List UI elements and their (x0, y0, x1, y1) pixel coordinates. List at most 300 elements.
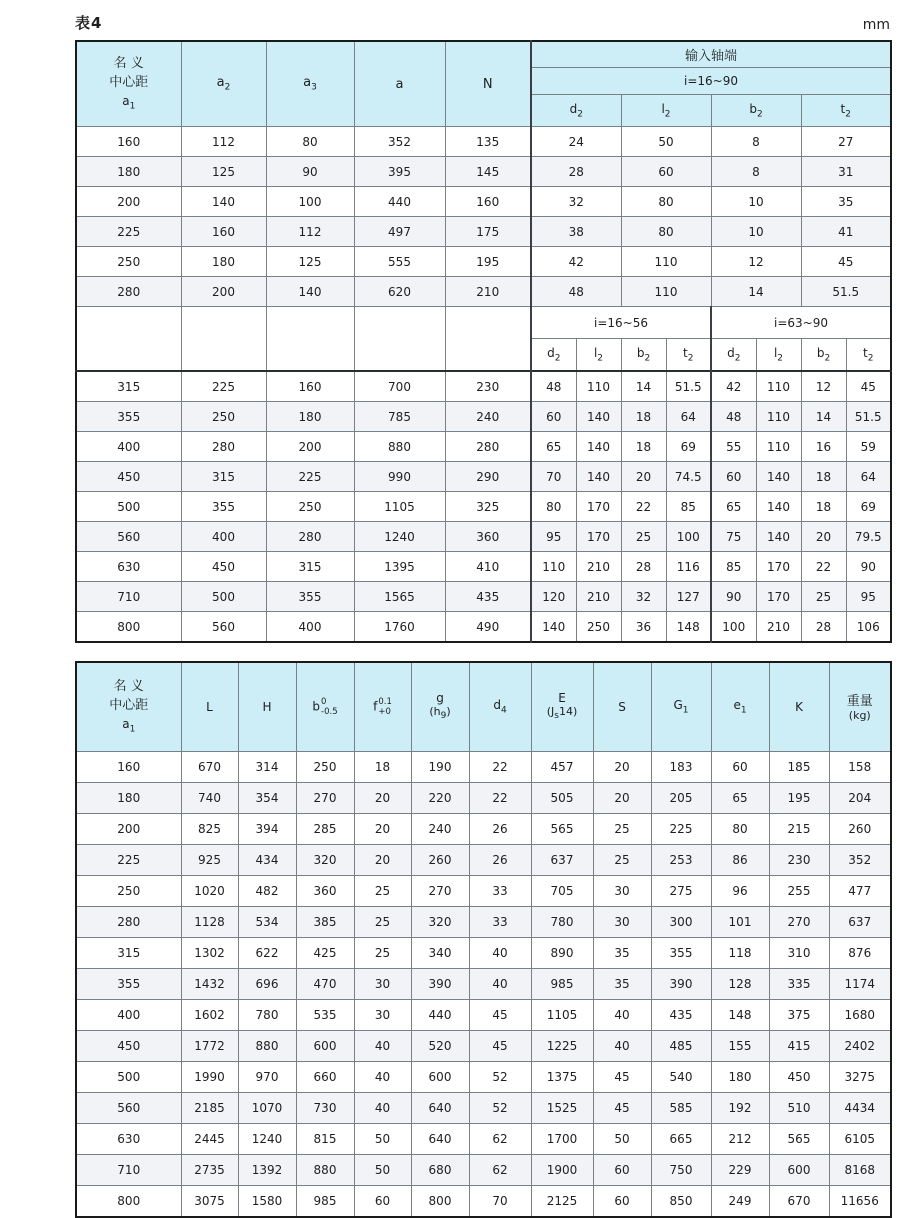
table-cell: 696 (238, 969, 296, 1000)
table-cell: 100 (711, 612, 756, 643)
table-row (76, 876, 891, 907)
table-row (76, 371, 891, 402)
empty-cell (76, 307, 181, 372)
table-row (76, 402, 891, 432)
table-cell: 1128 (181, 907, 238, 938)
table-cell: 225 (266, 462, 354, 492)
col-header-t2-high: $t_2$ (846, 339, 891, 372)
table-row (76, 1124, 891, 1155)
table-cell: 440 (411, 1000, 469, 1031)
table-row (76, 907, 891, 938)
table-cell: 225 (181, 371, 266, 402)
table-cell: 400 (181, 522, 266, 552)
table-cell: 250 (296, 752, 354, 783)
table-cell: 450 (76, 1031, 181, 1062)
empty-cell (354, 307, 445, 372)
table-cell: 90 (266, 157, 354, 187)
table-cell: 128 (711, 969, 769, 1000)
table-cell: 1680 (829, 1000, 891, 1031)
table-cell: 250 (576, 612, 621, 643)
table-cell: 1432 (181, 969, 238, 1000)
col-header-b2-high: $b_2$ (801, 339, 846, 372)
col-header-nominal-center-distance: 名 义 中心距 $a_1$ (76, 662, 181, 752)
table-cell: 28 (621, 552, 666, 582)
table-cell: 70 (469, 1186, 531, 1218)
table-cell: 52 (469, 1062, 531, 1093)
table-row (76, 462, 891, 492)
table-cell: 1240 (354, 522, 445, 552)
table-cell: 110 (576, 371, 621, 402)
table-cell: 48 (711, 402, 756, 432)
table-cell: 190 (411, 752, 469, 783)
table-row (76, 217, 891, 247)
table-row (76, 612, 891, 643)
table-cell: 780 (238, 1000, 296, 1031)
table-row (76, 522, 891, 552)
table-cell: 42 (711, 371, 756, 402)
table-cell: 637 (829, 907, 891, 938)
table-cell: 600 (411, 1062, 469, 1093)
dimensions-table-bottom (75, 661, 892, 1218)
table-cell: 48 (531, 371, 576, 402)
table-cell: 112 (181, 127, 266, 157)
col-header-weight-kg: 重量 (kg) (829, 662, 891, 752)
table-cell: 145 (445, 157, 531, 187)
table-cell: 18 (354, 752, 411, 783)
table-cell: 175 (445, 217, 531, 247)
table-cell: 110 (531, 552, 576, 582)
table-cell: 45 (593, 1093, 651, 1124)
table-cell: 33 (469, 876, 531, 907)
table-cell: 110 (756, 371, 801, 402)
col-header-K: K (769, 662, 829, 752)
table-row (76, 1155, 891, 1186)
table-cell: 280 (76, 277, 181, 307)
table-row (76, 187, 891, 217)
table-cell: 665 (651, 1124, 711, 1155)
table-cell: 535 (296, 1000, 354, 1031)
table-cell: 106 (846, 612, 891, 643)
col-header-g-h9: g $(h_9)$ (411, 662, 469, 752)
table-cell: 45 (846, 371, 891, 402)
table-cell: 80 (621, 217, 711, 247)
table-cell: 160 (76, 127, 181, 157)
table-body-upper (76, 127, 891, 307)
table-cell: 240 (445, 402, 531, 432)
table-row (76, 1093, 891, 1124)
table-cell: 180 (266, 402, 354, 432)
table-cell: 51.5 (846, 402, 891, 432)
table-row (76, 552, 891, 582)
table-cell: 30 (354, 1000, 411, 1031)
col-header-t2: $t_2$ (801, 95, 891, 127)
table-cell: 1392 (238, 1155, 296, 1186)
table-cell: 585 (651, 1093, 711, 1124)
table-cell: 1395 (354, 552, 445, 582)
table-cell: 400 (76, 1000, 181, 1031)
table-cell: 40 (593, 1000, 651, 1031)
table-cell: 125 (266, 247, 354, 277)
table-cell: 510 (769, 1093, 829, 1124)
table-cell: 26 (469, 814, 531, 845)
table-cell: 69 (846, 492, 891, 522)
table-cell: 520 (411, 1031, 469, 1062)
table-cell: 33 (469, 907, 531, 938)
table-cell: 660 (296, 1062, 354, 1093)
table-cell: 880 (354, 432, 445, 462)
table-cell: 270 (769, 907, 829, 938)
table-cell: 925 (181, 845, 238, 876)
table-cell: 890 (531, 938, 593, 969)
table-cell: 534 (238, 907, 296, 938)
table-cell: 22 (469, 752, 531, 783)
empty-cell (181, 307, 266, 372)
table-cell: 60 (354, 1186, 411, 1218)
table-cell: 22 (469, 783, 531, 814)
table-cell: 22 (801, 552, 846, 582)
table-cell: 355 (181, 492, 266, 522)
table-row (76, 157, 891, 187)
table-cell: 637 (531, 845, 593, 876)
table-cell: 80 (621, 187, 711, 217)
col-header-d2: $d_2$ (531, 95, 621, 127)
table-cell: 212 (711, 1124, 769, 1155)
table-cell: 1225 (531, 1031, 593, 1062)
table-cell: 148 (711, 1000, 769, 1031)
table-cell: 229 (711, 1155, 769, 1186)
table-cell: 40 (354, 1031, 411, 1062)
table-cell: 40 (469, 938, 531, 969)
table-cell: 225 (76, 217, 181, 247)
table-cell: 2125 (531, 1186, 593, 1218)
table-cell: 249 (711, 1186, 769, 1218)
table-cell: 225 (651, 814, 711, 845)
table-cell: 280 (445, 432, 531, 462)
table-cell: 170 (576, 522, 621, 552)
table-cell: 120 (531, 582, 576, 612)
col-header-b-tolerance: b 0 -0.5 (296, 662, 354, 752)
table-cell: 6105 (829, 1124, 891, 1155)
table-cell: 40 (469, 969, 531, 1000)
table-cell: 25 (354, 876, 411, 907)
table-cell: 16 (801, 432, 846, 462)
table-cell: 275 (651, 876, 711, 907)
table-cell: 42 (531, 247, 621, 277)
table-row (76, 1000, 891, 1031)
table-cell: 280 (181, 432, 266, 462)
table-cell: 160 (445, 187, 531, 217)
table-cell: 990 (354, 462, 445, 492)
empty-cell (445, 307, 531, 372)
table-row (76, 492, 891, 522)
table-cell: 36 (621, 612, 666, 643)
table-cell: 410 (445, 552, 531, 582)
table-cell: 18 (801, 492, 846, 522)
caption-row (75, 12, 890, 33)
col-header-d2-high: $d_2$ (711, 339, 756, 372)
table-row (76, 845, 891, 876)
table-cell: 260 (829, 814, 891, 845)
table-cell: 25 (621, 522, 666, 552)
table-cell: 74.5 (666, 462, 711, 492)
table-cell: 69 (666, 432, 711, 462)
table-cell: 50 (354, 1124, 411, 1155)
table-cell: 210 (576, 582, 621, 612)
table-cell: 315 (76, 371, 181, 402)
table-cell: 28 (801, 612, 846, 643)
table-cell: 51.5 (801, 277, 891, 307)
table-row (76, 277, 891, 307)
table-cell: 395 (354, 157, 445, 187)
table-row (76, 938, 891, 969)
table-cell: 670 (769, 1186, 829, 1218)
table-cell: 18 (801, 462, 846, 492)
col-header-ratio-range-all: i=16~90 (531, 68, 891, 95)
table-row (76, 432, 891, 462)
table-cell: 375 (769, 1000, 829, 1031)
table-cell: 315 (181, 462, 266, 492)
table-cell: 340 (411, 938, 469, 969)
table-cell: 230 (769, 845, 829, 876)
table-cell: 60 (531, 402, 576, 432)
table-cell: 3275 (829, 1062, 891, 1093)
empty-cell (266, 307, 354, 372)
table-cell: 250 (76, 876, 181, 907)
table-cell: 32 (531, 187, 621, 217)
table-cell: 25 (354, 938, 411, 969)
table-cell: 1105 (531, 1000, 593, 1031)
table-cell: 55 (711, 432, 756, 462)
table-cell: 740 (181, 783, 238, 814)
table-cell: 600 (769, 1155, 829, 1186)
table-cell: 35 (801, 187, 891, 217)
table-cell: 170 (756, 582, 801, 612)
table-cell: 220 (411, 783, 469, 814)
table-cell: 62 (469, 1155, 531, 1186)
table-cell: 51.5 (666, 371, 711, 402)
table-cell: 125 (181, 157, 266, 187)
table-cell: 1375 (531, 1062, 593, 1093)
table-cell: 2735 (181, 1155, 238, 1186)
table-cell: 394 (238, 814, 296, 845)
table-cell: 25 (801, 582, 846, 612)
table-cell: 195 (445, 247, 531, 277)
table-cell: 59 (846, 432, 891, 462)
table-cell: 14 (621, 371, 666, 402)
table-cell: 8168 (829, 1155, 891, 1186)
col-header-f-tolerance: f 0.1 +0 (354, 662, 411, 752)
table-cell: 260 (411, 845, 469, 876)
table-row (76, 814, 891, 845)
table-cell: 62 (469, 1124, 531, 1155)
table-cell: 355 (651, 938, 711, 969)
table-cell: 705 (531, 876, 593, 907)
col-header-e1: $e_1$ (711, 662, 769, 752)
table-cell: 800 (76, 612, 181, 643)
table-cell: 140 (266, 277, 354, 307)
table-cell: 620 (354, 277, 445, 307)
table-cell: 434 (238, 845, 296, 876)
table-cell: 355 (76, 402, 181, 432)
table-cell: 18 (621, 432, 666, 462)
table-cell: 65 (711, 492, 756, 522)
table-cell: 270 (296, 783, 354, 814)
header-row-1 (76, 41, 891, 68)
table-cell: 110 (621, 277, 711, 307)
table-cell: 450 (181, 552, 266, 582)
table-cell: 45 (593, 1062, 651, 1093)
table-cell: 27 (801, 127, 891, 157)
table-cell: 325 (445, 492, 531, 522)
table-cell: 12 (801, 371, 846, 402)
col-header-l2-high: $l_2$ (756, 339, 801, 372)
table-cell: 183 (651, 752, 711, 783)
table-cell: 160 (76, 752, 181, 783)
table-cell: 1105 (354, 492, 445, 522)
table-cell: 785 (354, 402, 445, 432)
table-cell: 20 (621, 462, 666, 492)
table-cell: 352 (829, 845, 891, 876)
table-cell: 52 (469, 1093, 531, 1124)
table-cell: 140 (756, 462, 801, 492)
table-cell: 116 (666, 552, 711, 582)
table-cell: 50 (354, 1155, 411, 1186)
table-cell: 48 (531, 277, 621, 307)
table-cell: 185 (769, 752, 829, 783)
col-header-a2: $a_2$ (181, 41, 266, 127)
table-cell: 876 (829, 938, 891, 969)
table-cell: 30 (354, 969, 411, 1000)
table-cell: 555 (354, 247, 445, 277)
table-cell: 880 (238, 1031, 296, 1062)
table-cell: 800 (76, 1186, 181, 1218)
table-cell: 140 (756, 492, 801, 522)
table-cell: 1565 (354, 582, 445, 612)
table-cell: 28 (531, 157, 621, 187)
table-cell: 80 (711, 814, 769, 845)
table-cell: 195 (769, 783, 829, 814)
table-cell: 22 (621, 492, 666, 522)
table-cell: 310 (769, 938, 829, 969)
table-cell: 170 (756, 552, 801, 582)
table-cell: 290 (445, 462, 531, 492)
col-header-d2-low: $d_2$ (531, 339, 576, 372)
table-cell: 86 (711, 845, 769, 876)
table-cell: 11656 (829, 1186, 891, 1218)
table-cell: 355 (76, 969, 181, 1000)
table-cell: 200 (181, 277, 266, 307)
table-cell: 101 (711, 907, 769, 938)
table-cell: 85 (666, 492, 711, 522)
table-cell: 415 (769, 1031, 829, 1062)
table-cell: 35 (593, 969, 651, 1000)
table-cell: 80 (531, 492, 576, 522)
col-header-G1: $G_1$ (651, 662, 711, 752)
table-cell: 2185 (181, 1093, 238, 1124)
col-header-N: N (445, 41, 531, 127)
table-cell: 1525 (531, 1093, 593, 1124)
table-row (76, 783, 891, 814)
mid-header-section (76, 307, 891, 372)
table-cell: 880 (296, 1155, 354, 1186)
table-cell: 140 (531, 612, 576, 643)
table-row (76, 127, 891, 157)
table-cell: 180 (76, 157, 181, 187)
table-cell: 485 (651, 1031, 711, 1062)
table-cell: 360 (296, 876, 354, 907)
table-cell: 400 (266, 612, 354, 643)
table-cell: 45 (801, 247, 891, 277)
table-cell: 385 (296, 907, 354, 938)
table-cell: 110 (756, 432, 801, 462)
table-cell: 750 (651, 1155, 711, 1186)
table-cell: 1580 (238, 1186, 296, 1218)
table-cell: 560 (181, 612, 266, 643)
table-row (76, 1186, 891, 1218)
dimensions-table-top (75, 40, 892, 643)
table-cell: 140 (576, 432, 621, 462)
table-cell: 118 (711, 938, 769, 969)
table-cell: 60 (593, 1155, 651, 1186)
table-cell: 18 (621, 402, 666, 432)
table-cell: 1020 (181, 876, 238, 907)
table-cell: 425 (296, 938, 354, 969)
table-cell: 40 (593, 1031, 651, 1062)
unit-label: mm (862, 17, 890, 33)
table-cell: 335 (769, 969, 829, 1000)
table-cell: 640 (411, 1093, 469, 1124)
table-cell: 79.5 (846, 522, 891, 552)
table-cell: 450 (76, 462, 181, 492)
table-cell: 160 (266, 371, 354, 402)
table-cell: 170 (576, 492, 621, 522)
table-cell: 505 (531, 783, 593, 814)
table-cell: 65 (531, 432, 576, 462)
table-cell: 45 (469, 1000, 531, 1031)
table-cell: 50 (593, 1124, 651, 1155)
table-cell: 10 (711, 217, 801, 247)
table-cell: 630 (76, 1124, 181, 1155)
table-row (76, 752, 891, 783)
table-cell: 560 (76, 1093, 181, 1124)
table-row (76, 969, 891, 1000)
table-cell: 1070 (238, 1093, 296, 1124)
table-cell: 155 (711, 1031, 769, 1062)
table-cell: 64 (666, 402, 711, 432)
table-row (76, 582, 891, 612)
table-cell: 60 (711, 462, 756, 492)
table-cell: 360 (445, 522, 531, 552)
table-cell: 477 (829, 876, 891, 907)
table-cell: 90 (711, 582, 756, 612)
col-header-H: H (238, 662, 296, 752)
table-cell: 20 (354, 814, 411, 845)
table-cell: 140 (576, 402, 621, 432)
table-cell: 482 (238, 876, 296, 907)
table-cell: 400 (76, 432, 181, 462)
table-cell: 250 (181, 402, 266, 432)
col-header-E-Js14: E $(J_s14)$ (531, 662, 593, 752)
table-cell: 300 (651, 907, 711, 938)
table-row (76, 1031, 891, 1062)
col-header-b2-low: $b_2$ (621, 339, 666, 372)
col-header-d4: $d_4$ (469, 662, 531, 752)
table-cell: 800 (411, 1186, 469, 1218)
table-cell: 32 (621, 582, 666, 612)
table-cell: 1900 (531, 1155, 593, 1186)
table-cell: 240 (411, 814, 469, 845)
table-cell: 8 (711, 127, 801, 157)
